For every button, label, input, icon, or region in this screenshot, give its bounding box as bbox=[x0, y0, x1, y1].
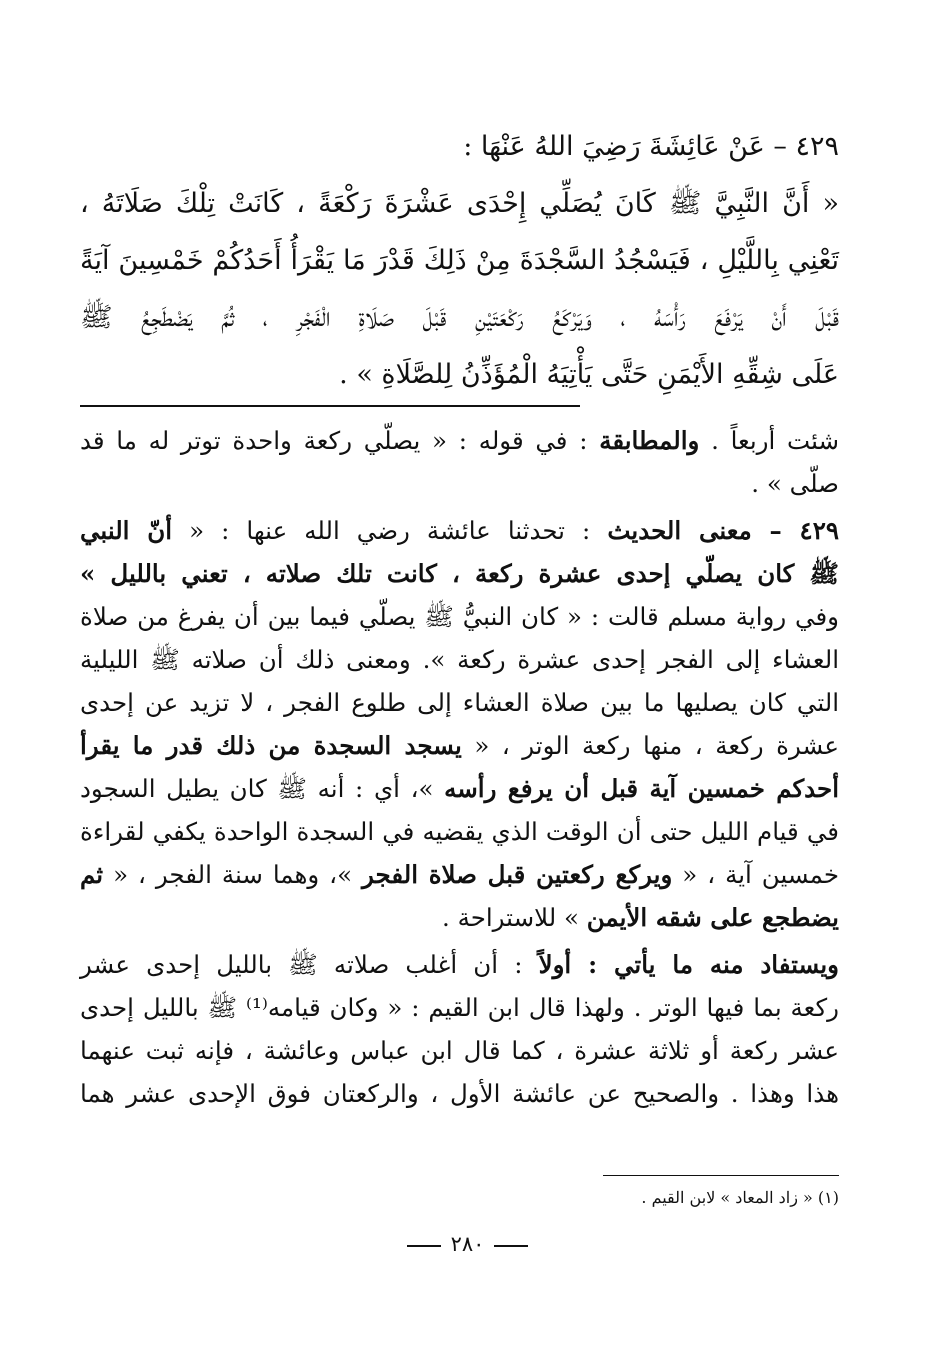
comment-line-9 bbox=[80, 767, 839, 810]
comment-line-15: عشر ركعة أو ثلاثة عشرة ، كما قال ابن عباس وعائشة ، فإنه ثبت عنهما bbox=[80, 1036, 839, 1065]
quoted-hadith: أحدكم خمسين آية قبل أن يرفع رأسه bbox=[444, 774, 839, 803]
commentary-text bbox=[80, 419, 839, 1115]
quoted-hadith: ويركع ركعتين قبل صلاة الفجر bbox=[362, 860, 673, 889]
quoted-hadith: أنّ النبي bbox=[80, 516, 173, 545]
term-mutabaqa: والمطابقة bbox=[599, 426, 700, 455]
comment-line-14: ركعة بما فيها الوتر . ولهذا قال ابن القيم : « وكان قيامه⁽¹⁾ ﷺ بالليل إحدى bbox=[80, 993, 839, 1022]
hadith-underline bbox=[80, 405, 580, 407]
quoted-hadith: يضطجع على شقه الأيمن bbox=[586, 903, 839, 932]
page-number-dash bbox=[494, 1245, 528, 1247]
comment-text: : في قوله : « يصلّي ركعة واحدة توتر له ما قد bbox=[80, 426, 600, 455]
hadith-line-3: تَعْنِي بِاللَّيْلِ ، فَيَسْجُدُ السَّجْدَةَ مِنْ ذَلِكَ قَدْرَ مَا يَقْرَأُ أَحَدُكُمْ خَمْسِينَ آيَةً bbox=[80, 245, 839, 276]
comment-text: عشرة ركعة ، منها ركعة الوتر ، « bbox=[461, 731, 839, 760]
hadith-line-1: ٤٢٩ – عَنْ عَائِشَةَ رَضِيَ اللهُ عَنْهَا : bbox=[463, 131, 839, 162]
comment-text: »، أي : أنه ﷺ كان يطيل السجود bbox=[80, 774, 445, 803]
footnote: (١) « زاد المعاد » لابن القيم . bbox=[641, 1188, 839, 1207]
comment-line-13 bbox=[80, 943, 839, 986]
hadith-text bbox=[80, 118, 839, 403]
hadith-line-5: عَلَى شِقِّهِ الأَيْمَنِ حَتَّى يَأْتِيَهُ الْمُؤَذِّنُ لِلصَّلَاةِ » . bbox=[339, 359, 839, 390]
comment-text: »، وهما سنة الفجر ، « bbox=[103, 860, 363, 889]
page-number-area bbox=[0, 1232, 935, 1256]
section-heading: ٤٢٩ – معنى الحديث bbox=[607, 516, 840, 545]
comment-text: شئت أربعاً . bbox=[699, 426, 840, 455]
comment-text: خمسين آية ، « bbox=[672, 860, 839, 889]
hadith-line-4: قَبْلَ أَنْ يَرْفَعَ رَأْسَهُ ، وَيَرْكَعُ رَكْعَتَيْنِ قَبْلَ صَلَاةِ الْفَجْرِ ، ثُمَّ يَضْطَجِعُ ﷺ bbox=[80, 302, 839, 333]
page-number-dash bbox=[407, 1245, 441, 1247]
hadith-line-2: « أَنَّ النَّبِيَّ ﷺ كَانَ يُصَلِّي إِحْدَى عَشْرَةَ رَكْعَةً ، كَانَتْ تِلْكَ صَلَاتَهُ ، bbox=[80, 188, 839, 219]
comment-line-4: ﷺ كان يصلّي إحدى عشرة ركعة ، كانت تلك صلاته ، تعني بالليل » bbox=[80, 559, 839, 588]
comment-line-8 bbox=[80, 724, 839, 767]
comment-text: : تحدثنا عائشة رضي الله عنها : « bbox=[172, 516, 608, 545]
comment-line-5: وفي رواية مسلم قالت : « كان النبيُّ ﷺ يصلّي فيما بين أن يفرغ من صلاة bbox=[80, 602, 839, 631]
comment-line-16: هذا وهذا . والصحيح عن عائشة الأول ، والركعتان فوق الإحدى عشر هما bbox=[80, 1079, 839, 1108]
comment-line-7: التي كان يصليها ما بين صلاة العشاء إلى طلوع الفجر ، لا تزيد عن إحدى bbox=[80, 688, 839, 717]
comment-line-2: صلّى » . bbox=[751, 469, 839, 498]
benefits-heading: ويستفاد منه ما يأتي : أولاً bbox=[538, 950, 840, 979]
quoted-hadith: يسجد السجدة من ذلك قدر ما يقرأ bbox=[80, 731, 462, 760]
comment-line-3 bbox=[80, 509, 839, 552]
comment-line-11 bbox=[80, 853, 839, 896]
comment-text: » للاستراحة . bbox=[442, 903, 587, 932]
comment-line-6: العشاء إلى الفجر إحدى عشرة ركعة ». ومعنى ذلك أن صلاته ﷺ الليلية bbox=[80, 645, 839, 674]
quoted-hadith: ثم bbox=[80, 860, 104, 889]
comment-line-12 bbox=[80, 896, 839, 939]
comment-line-10: في قيام الليل حتى أن الوقت الذي يقضيه في السجدة الواحدة يكفي لقراءة bbox=[80, 817, 839, 846]
footnote-separator bbox=[603, 1175, 839, 1176]
page-number: ٢٨٠ bbox=[450, 1232, 485, 1256]
comment-text: : أن أغلب صلاته ﷺ بالليل إحدى عشر bbox=[80, 950, 539, 979]
page-body bbox=[80, 118, 839, 1115]
comment-line-1 bbox=[80, 419, 839, 462]
